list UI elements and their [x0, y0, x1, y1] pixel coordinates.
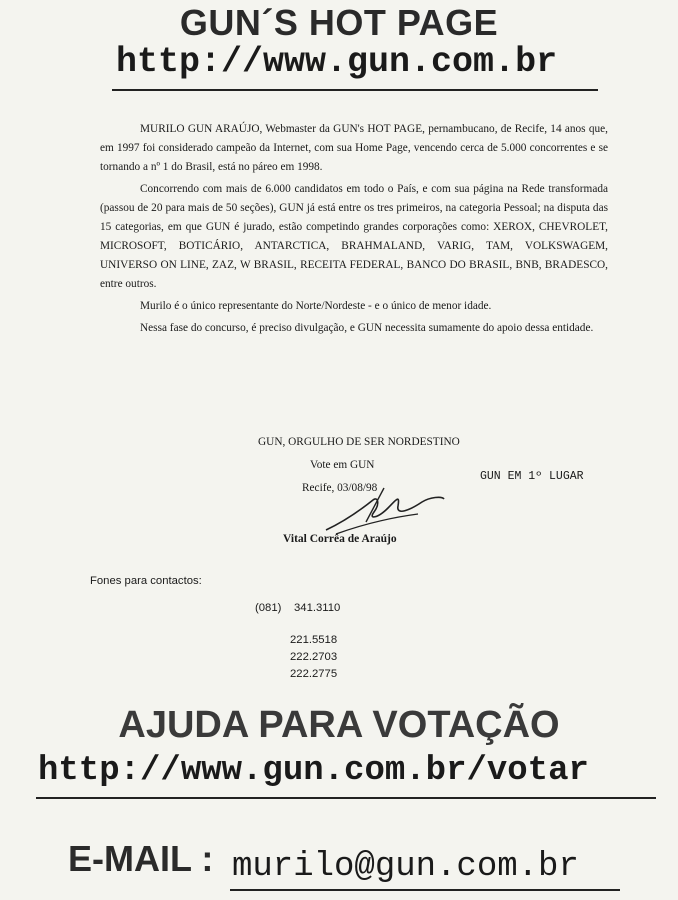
paragraph-1: MURILO GUN ARAÚJO, Webmaster da GUN's HOT PAGE, pernambucano, de Recife, 14 anos que, em 1997 foi considerado campeão da Internet, com sua Home Page, vencendo cerca de 5.000 concorrentes e se tornando a nº 1 do Brasil, está no páreo em 1998. [100, 123, 608, 173]
page-title: GUN´S HOT PAGE [179, 2, 499, 43]
phone-number: 222.2703 [290, 651, 338, 663]
phone-number: 341.3110 [294, 602, 341, 614]
header-underline [112, 89, 598, 91]
signer-name: Vital Corrêa de Araújo [283, 533, 397, 545]
phones-label: Fones para contactos: [90, 575, 202, 587]
paragraph-3: Murilo é o único representante do Norte/Nordeste - e o único de menor idade. [140, 300, 492, 312]
rank-note: GUN EM 1º LUGAR [480, 470, 584, 483]
site-url-link[interactable]: http://www.gun.com.br [116, 42, 558, 82]
phone-number: 222.2775 [290, 668, 338, 680]
voting-help-title: AJUDA PARA VOTAÇÃO [118, 704, 560, 746]
vote-url-underline [36, 797, 656, 799]
email-label: E-MAIL : [68, 838, 214, 879]
vote-url-link[interactable]: http://www.gun.com.br/votar [38, 752, 589, 790]
motto-line: GUN, ORGULHO DE SER NORDESTINO [258, 436, 460, 448]
place-date-line: Recife, 03/08/98 [302, 482, 378, 494]
paragraph-4: Nessa fase do concurso, é preciso divulgação, e GUN necessita sumamente do apoio dessa entidade. [140, 322, 594, 334]
vote-line: Vote em GUN [310, 459, 375, 471]
area-code: (081) [255, 602, 282, 614]
letter-body [100, 120, 608, 341]
phone-number: 221.5518 [290, 634, 338, 646]
paragraph-2: Concorrendo com mais de 6.000 candidatos em todo o País, e com sua página na Rede transformada (passou de 20 para mais de 50 seções), GUN já está entre os tres primeiros, na categoria Pessoal; na disputa das 15 categorias, em que GUN é jurado, estão competindo grandes corporações como: XEROX, CHEVROLET, MICROSOFT, BOTICÁRIO, ANTARCTICA, BRAHMALAND, VARIG, TAM, VOLKSWAGEM, UNIVERSO ON LINE, ZAZ, W BRASIL, RECEITA FEDERAL, BANCO DO BRASIL, BNB, BRADESCO, entre outros. [100, 183, 608, 290]
email-underline [230, 889, 620, 891]
email-link[interactable]: murilo@gun.com.br [232, 848, 579, 886]
